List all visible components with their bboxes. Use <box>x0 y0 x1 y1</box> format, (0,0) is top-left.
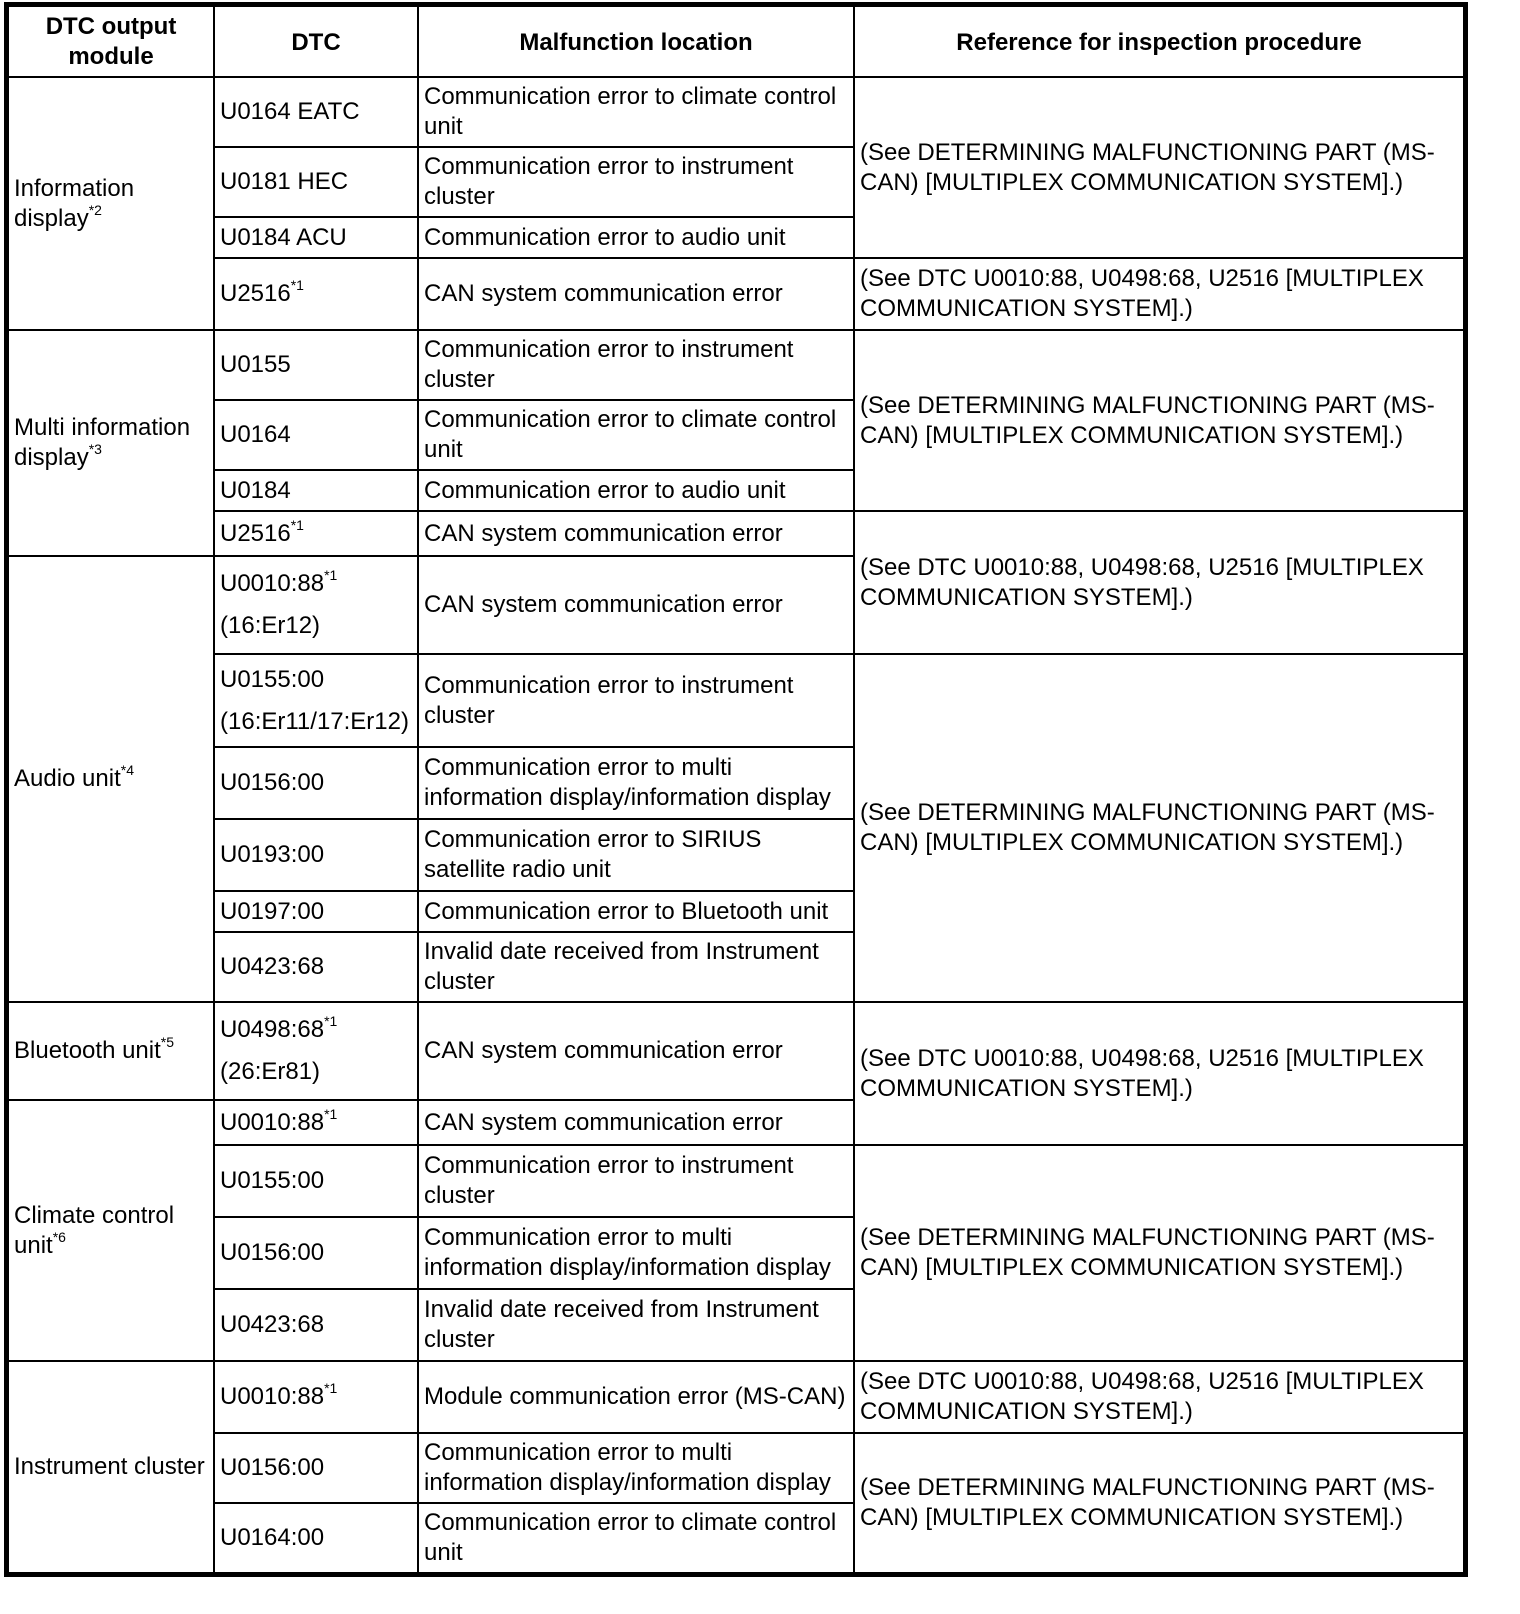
location-cell: Communication error to instrument cluster <box>418 654 854 747</box>
reference-cell: (See DETERMINING MALFUNCTIONING PART (MS-CAN) [MULTIPLEX COMMUNICATION SYSTEM].) <box>854 330 1464 511</box>
dtc-code: U0164 EATC <box>220 98 360 125</box>
location-cell: Communication error to climate control unit <box>418 1503 854 1573</box>
table-row <box>8 1145 1464 1217</box>
table-row <box>8 511 1464 556</box>
dtc-cell <box>214 747 418 819</box>
dtc-code: U0184 ACU <box>220 223 347 251</box>
footnote-mark: *1 <box>290 277 304 293</box>
module-name: Audio unit <box>14 765 121 792</box>
reference-cell: (See DTC U0010:88, U0498:68, U2516 [MULTIPLEX COMMUNICATION SYSTEM].) <box>854 258 1464 330</box>
dtc-code: U0197:00 <box>220 897 325 925</box>
dtc-code: U0155:00 <box>220 665 325 693</box>
table-row <box>8 1433 1464 1503</box>
module-cell <box>8 77 214 330</box>
footnote-mark: *4 <box>120 762 134 778</box>
dtc-cell <box>214 1217 418 1289</box>
dtc-cell <box>214 891 418 932</box>
location-cell: Communication error to instrument cluster <box>418 1145 854 1217</box>
dtc-code: U0155:00 <box>220 1167 325 1194</box>
table-row <box>8 1361 1464 1433</box>
footnote-mark: *2 <box>88 201 102 218</box>
reference-cell: (See DETERMINING MALFUNCTIONING PART (MS-CAN) [MULTIPLEX COMMUNICATION SYSTEM].) <box>854 77 1464 258</box>
dtc-code: U0156:00 <box>220 1239 325 1266</box>
footnote-mark: *1 <box>324 1013 338 1029</box>
dtc-cell <box>214 556 418 654</box>
dtc-code: U0156:00 <box>220 1454 325 1481</box>
module-name: Instrument cluster <box>14 1453 205 1480</box>
dtc-cell <box>214 932 418 1002</box>
location-cell: Communication error to multi information display/information display <box>418 1217 854 1289</box>
table-row <box>8 258 1464 330</box>
dtc-code: U0181 HEC <box>220 168 349 195</box>
reference-cell: (See DTC U0010:88, U0498:68, U2516 [MULTIPLEX COMMUNICATION SYSTEM].) <box>854 511 1464 654</box>
table-row <box>8 77 1464 147</box>
footnote-mark: *1 <box>324 1105 338 1122</box>
module-cell <box>8 330 214 556</box>
reference-cell: (See DETERMINING MALFUNCTIONING PART (MS-CAN) [MULTIPLEX COMMUNICATION SYSTEM].) <box>854 1145 1464 1361</box>
module-name: Information display <box>14 174 135 232</box>
table-row <box>8 1002 1464 1100</box>
dtc-sub-code: (16:Er11/17:Er12) <box>220 707 409 735</box>
dtc-cell <box>214 654 418 747</box>
dtc-sub-code: (16:Er12) <box>220 612 321 639</box>
module-cell <box>8 1100 214 1361</box>
location-cell: Communication error to instrument cluster <box>418 147 854 217</box>
dtc-cell <box>214 147 418 217</box>
module-name: Bluetooth unit <box>14 1037 161 1064</box>
reference-cell: (See DTC U0010:88, U0498:68, U2516 [MULTIPLEX COMMUNICATION SYSTEM].) <box>854 1361 1464 1433</box>
footnote-mark: *1 <box>324 567 338 583</box>
dtc-code: U2516 <box>220 280 291 307</box>
header-reference: Reference for inspection procedure <box>854 6 1464 77</box>
dtc-code: U0423:68 <box>220 953 325 980</box>
location-cell: Communication error to multi information display/information display <box>418 747 854 819</box>
dtc-cell <box>214 1100 418 1145</box>
location-cell: CAN system communication error <box>418 1002 854 1100</box>
footnote-mark: *5 <box>160 1034 175 1050</box>
dtc-sub-code: (26:Er81) <box>220 1058 321 1085</box>
dtc-code: U0156:00 <box>220 769 325 796</box>
footnote-mark: *1 <box>290 516 304 533</box>
dtc-code: U0164:00 <box>220 1524 325 1551</box>
module-cell <box>8 556 214 1002</box>
dtc-cell <box>214 1503 418 1573</box>
dtc-cell <box>214 330 418 400</box>
header-location: Malfunction location <box>418 6 854 77</box>
location-cell: Communication error to SIRIUS satellite radio unit <box>418 819 854 891</box>
location-cell: CAN system communication error <box>418 511 854 556</box>
location-cell: Invalid date received from Instrument cluster <box>418 1289 854 1361</box>
dtc-code: U0155 <box>220 351 291 378</box>
dtc-cell <box>214 400 418 470</box>
dtc-code: U0010:88 <box>220 1383 325 1410</box>
dtc-cell <box>214 1289 418 1361</box>
dtc-code: U0184 <box>220 476 291 504</box>
location-cell: Communication error to instrument cluster <box>418 330 854 400</box>
location-cell: CAN system communication error <box>418 258 854 330</box>
footnote-mark: *1 <box>324 1380 338 1396</box>
module-cell <box>8 1002 214 1100</box>
dtc-cell <box>214 1361 418 1433</box>
dtc-code: U0164 <box>220 421 291 448</box>
module-cell <box>8 1361 214 1573</box>
header-dtc: DTC <box>214 6 418 77</box>
footnote-mark: *3 <box>88 441 102 457</box>
dtc-code: U2516 <box>220 519 291 547</box>
dtc-cell <box>214 1433 418 1503</box>
dtc-cell <box>214 1145 418 1217</box>
module-name: Multi information display <box>14 414 191 471</box>
module-name: Climate control unit <box>14 1201 175 1259</box>
dtc-code: U0423:68 <box>220 1311 325 1338</box>
header-module: DTC output module <box>8 6 214 77</box>
table-row <box>8 654 1464 747</box>
location-cell: Invalid date received from Instrument cluster <box>418 932 854 1002</box>
table-header-row <box>8 6 1464 77</box>
reference-cell: (See DETERMINING MALFUNCTIONING PART (MS-CAN) [MULTIPLEX COMMUNICATION SYSTEM].) <box>854 1433 1464 1573</box>
location-cell: Module communication error (MS-CAN) <box>418 1361 854 1433</box>
location-cell: Communication error to climate control unit <box>418 77 854 147</box>
location-cell: Communication error to Bluetooth unit <box>418 891 854 932</box>
dtc-cell <box>214 511 418 556</box>
reference-cell: (See DTC U0010:88, U0498:68, U2516 [MULTIPLEX COMMUNICATION SYSTEM].) <box>854 1002 1464 1145</box>
dtc-code: U0010:88 <box>220 1108 325 1136</box>
dtc-cell <box>214 1002 418 1100</box>
dtc-code: U0193:00 <box>220 841 325 868</box>
location-cell: CAN system communication error <box>418 556 854 654</box>
location-cell: Communication error to multi information display/information display <box>418 1433 854 1503</box>
location-cell: Communication error to climate control unit <box>418 400 854 470</box>
location-cell: Communication error to audio unit <box>418 217 854 258</box>
dtc-cell <box>214 217 418 258</box>
location-cell: Communication error to audio unit <box>418 470 854 511</box>
location-cell: CAN system communication error <box>418 1100 854 1145</box>
dtc-table <box>7 5 1465 1574</box>
dtc-cell <box>214 819 418 891</box>
dtc-cell <box>214 77 418 147</box>
dtc-code: U0498:68 <box>220 1016 325 1043</box>
footnote-mark: *6 <box>52 1228 66 1245</box>
dtc-code: U0010:88 <box>220 570 325 597</box>
dtc-cell <box>214 470 418 511</box>
table-row <box>8 330 1464 400</box>
dtc-cell <box>214 258 418 330</box>
reference-cell: (See DETERMINING MALFUNCTIONING PART (MS-CAN) [MULTIPLEX COMMUNICATION SYSTEM].) <box>854 654 1464 1002</box>
